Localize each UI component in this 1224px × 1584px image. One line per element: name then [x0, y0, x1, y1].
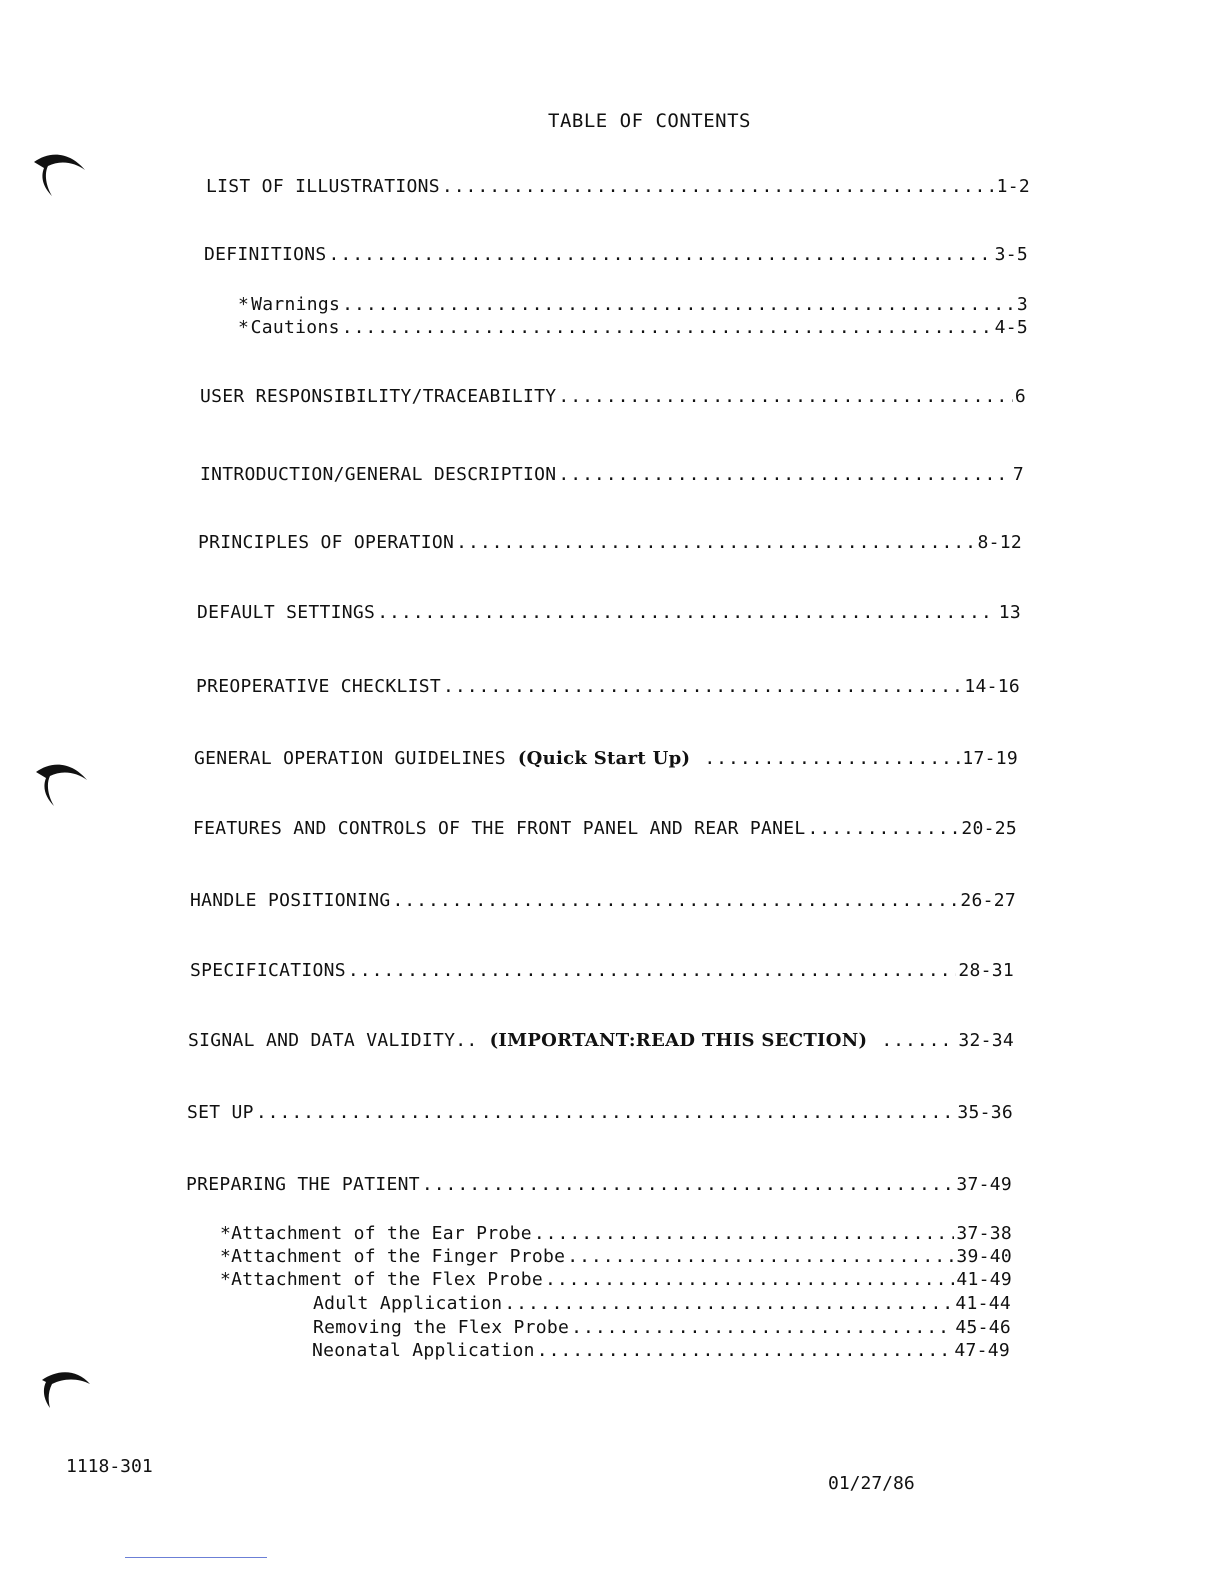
toc-entry-specifications: [190, 960, 1014, 981]
toc-entry-page: 6: [1014, 386, 1026, 407]
dot-leader: [537, 1340, 953, 1361]
toc-subentry-neonatal-application: [312, 1340, 1010, 1361]
toc-entry-page: 3: [1016, 294, 1028, 315]
toc-entry-page: 1-2: [996, 176, 1030, 197]
toc-entry-page: 3-5: [994, 244, 1028, 265]
dot-leader: [881, 1030, 956, 1051]
toc-entry-page: 28-31: [958, 960, 1014, 981]
dot-leader: [545, 1269, 954, 1290]
scan-artifact-line: [125, 1557, 267, 1558]
toc-entry-label: Adult Application: [313, 1293, 503, 1314]
toc-subentry-warnings: [238, 294, 1028, 315]
toc-entry-label: DEFAULT SETTINGS: [197, 602, 376, 623]
toc-entry-page: 37-38: [956, 1223, 1012, 1244]
toc-entry-page: 32-34: [958, 1030, 1014, 1051]
toc-entry-label: USER RESPONSIBILITY/TRACEABILITY: [200, 386, 557, 407]
toc-entry-definitions: [204, 244, 1028, 265]
dot-leader: [534, 1223, 954, 1244]
dot-leader: [342, 294, 1015, 315]
dot-leader: [256, 1102, 955, 1123]
toc-entry-page: 41-49: [956, 1269, 1012, 1290]
page-title: TABLE OF CONTENTS: [548, 110, 751, 132]
toc-entry-page: 14-16: [964, 676, 1020, 697]
toc-entry-page: 26-27: [960, 890, 1016, 911]
toc-entry-page: 7: [1012, 464, 1024, 485]
toc-entry-page: 47-49: [954, 1340, 1010, 1361]
toc-subentry-ear-probe: [220, 1223, 1012, 1244]
toc-subentry-cautions: [238, 317, 1028, 338]
toc-entry-list-of-illustrations: [206, 176, 1030, 197]
toc-subentry-adult-application: [313, 1293, 1011, 1314]
dot-leader: [558, 386, 1012, 407]
dot-leader: [392, 890, 958, 911]
toc-entry-page: 8-12: [977, 532, 1022, 553]
toc-entry-page: 20-25: [961, 818, 1017, 839]
toc-entry-label: Neonatal Application: [312, 1340, 535, 1361]
dot-leader: [443, 676, 962, 697]
bullet-asterisk: *: [220, 1223, 232, 1244]
dot-leader: [422, 1174, 954, 1195]
toc-entry-label: INTRODUCTION/GENERAL DESCRIPTION: [200, 464, 557, 485]
toc-entry-set-up: [187, 1102, 1013, 1123]
toc-entry-label: Attachment of the Finger Probe: [231, 1246, 566, 1267]
toc-entry-page: 39-40: [956, 1246, 1012, 1267]
dot-leader: [348, 960, 956, 981]
toc-entry-signal-data-validity: [188, 1030, 1014, 1051]
toc-entry-label: FEATURES AND CONTROLS OF THE FRONT PANEL AND REAR PANEL: [193, 818, 806, 839]
toc-subentry-finger-probe: [220, 1246, 1012, 1267]
toc-entry-handle-positioning: [190, 890, 1016, 911]
toc-entry-label: Warnings: [251, 294, 341, 315]
toc-subentry-removing-flex-probe: [313, 1317, 1011, 1338]
toc-entry-label: SET UP: [187, 1102, 254, 1123]
toc-entry-label: PREPARING THE PATIENT: [186, 1174, 420, 1195]
bullet-asterisk: *: [238, 294, 250, 315]
toc-entry-features-controls: [193, 818, 1017, 839]
toc-entry-page: 37-49: [956, 1174, 1012, 1195]
dot-leader: [377, 602, 997, 623]
dot-leader: [504, 1293, 953, 1314]
toc-entry-emphasis: (IMPORTANT:READ THIS SECTION): [489, 1030, 868, 1051]
toc-entry-page: 13: [998, 602, 1021, 623]
document-number: 1118-301: [66, 1456, 153, 1477]
toc-entry-page: 35-36: [957, 1102, 1013, 1123]
toc-entry-label: GENERAL OPERATION GUIDELINES: [194, 748, 506, 769]
toc-entry-page: 17-19: [962, 748, 1018, 769]
toc-entry-page: 45-46: [955, 1317, 1011, 1338]
bullet-asterisk: *: [238, 317, 250, 338]
toc-entry-label: PRINCIPLES OF OPERATION: [198, 532, 455, 553]
toc-entry-label: LIST OF ILLUSTRATIONS: [206, 176, 440, 197]
toc-entry-label: SPECIFICATIONS: [190, 960, 346, 981]
dot-leader: [704, 748, 960, 769]
toc-entry-introduction: [200, 464, 1024, 485]
toc-entry-label: DEFINITIONS: [204, 244, 327, 265]
binder-hole-mark-icon: [38, 1366, 98, 1412]
dot-leader: [456, 532, 975, 553]
toc-subentry-flex-probe: [220, 1269, 1012, 1290]
toc-entry-preparing-patient: [186, 1174, 1012, 1195]
toc-entry-label: PREOPERATIVE CHECKLIST: [196, 676, 442, 697]
toc-entry-label: Cautions: [250, 317, 340, 338]
toc-entry-general-operation: [194, 748, 1018, 769]
dot-leader: [329, 244, 993, 265]
bullet-asterisk: *: [220, 1269, 232, 1290]
document-date: 01/27/86: [828, 1473, 915, 1494]
dot-leader: [442, 176, 995, 197]
dot-leader: [808, 818, 960, 839]
toc-entry-page: 41-44: [955, 1293, 1011, 1314]
bullet-asterisk: *: [220, 1246, 232, 1267]
dot-leader: [342, 317, 993, 338]
toc-entry-label: Attachment of the Flex Probe: [231, 1269, 543, 1290]
binder-hole-mark-icon: [30, 150, 90, 200]
toc-entry-user-responsibility: [200, 386, 1026, 407]
dot-leader: [571, 1317, 953, 1338]
toc-entry-label: Removing the Flex Probe: [313, 1317, 570, 1338]
toc-entry-principles: [198, 532, 1022, 553]
toc-entry-default-settings: [197, 602, 1021, 623]
dot-leader: [567, 1246, 954, 1267]
toc-entry-emphasis: (Quick Start Up): [517, 748, 691, 769]
toc-entry-label: SIGNAL AND DATA VALIDITY..: [188, 1030, 478, 1051]
toc-entry-label: Attachment of the Ear Probe: [231, 1223, 532, 1244]
dot-leader: [558, 464, 1010, 485]
binder-hole-mark-icon: [32, 760, 92, 810]
toc-entry-preoperative-checklist: [196, 676, 1020, 697]
toc-entry-page: 4-5: [994, 317, 1028, 338]
toc-entry-label: HANDLE POSITIONING: [190, 890, 391, 911]
